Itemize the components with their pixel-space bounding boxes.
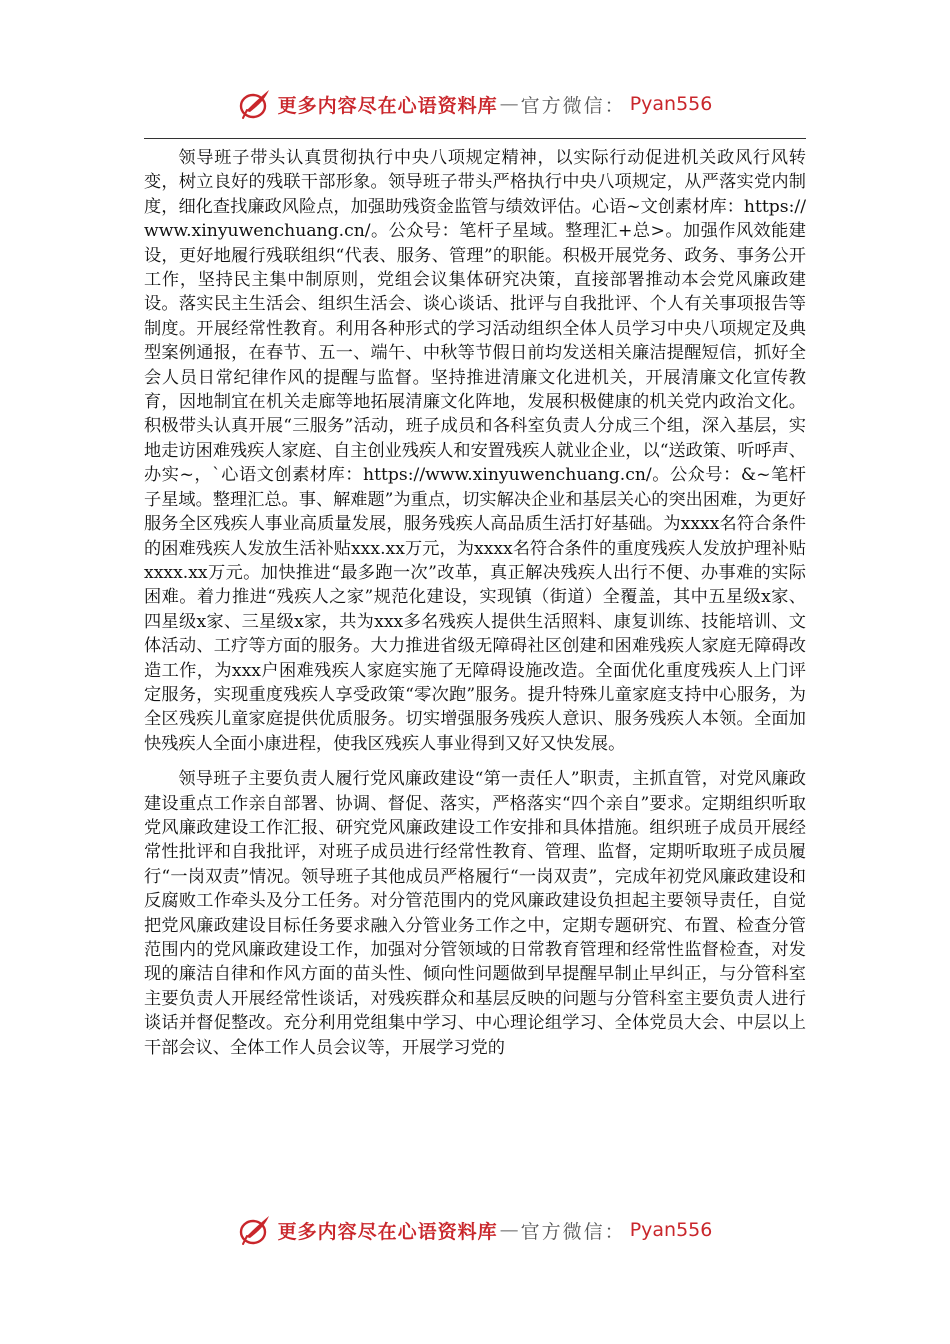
quill-logo-icon [238,1213,272,1247]
banner-official-label: 官方微信： [520,1220,626,1243]
header-divider [144,138,806,139]
body-paragraph-2: 领导班子主要负责人履行党风廉政建设“第一责任人”职责，主抓直管，对党风廉政建设重点工作亲自部署、协调、督促、落实，严格落实“四个亲自”要求。定期组织听取党风廉政建设工作汇报、研究党风廉政建设工作安排和具体措施。组织班子成员开展经常性批评和自我批评，对班子成员进行经常性教育、管理、监督，定期听取班子成员履行“一岗双责”情况。领导班子其他成员严格履行“一岗双责”，完成年初党风廉政建设和反腐败工作牵头及分工任务。对分管范围内的党风廉政建设负担起主要领导责任，自觉把党风廉政建设目标任务要求融入分管业务工作之中，定期专题研究、布置、检查分管范围内的党风廉政建设工作，加强对分管领域的日常教育管理和经常性监督检查，对发现的廉洁自律和作风方面的苗头性、倾向性问题做到早提醒早制止早纠正，与分管科室主要负责人开展经常性谈话，对残疾群众和基层反映的问题与分管科室主要负责人进行谈话并督促整改。充分利用党组集中学习、中心理论组学习、全体党员大会、中层以上干部会议、全体工作人员会议等，开展学习党的 [144,769,806,1058]
banner-wechat-id: Pyan556 [629,93,713,115]
banner-dash: — [499,93,519,115]
banner-wechat-id: Pyan556 [629,1219,713,1241]
header-banner [0,82,950,126]
banner-dash: — [499,1219,519,1241]
banner-slogan: 更多内容尽在心语资料库 [277,94,498,117]
quill-logo-icon [238,87,272,121]
body-paragraph-1: 领导班子带头认真贯彻执行中央八项规定精神，以实际行动促进机关政风行风转变，树立良好的残联干部形象。领导班子带头严格执行中央八项规定，从严落实党内制度，细化查找廉政风险点，加强助残资金监管与绩效评估。心语~文创素材库：https://www.xinyuwenchuang.cn/。公众号：笔杆子星域。整理汇+总>。加强作风效能建设，更好地履行残联组织“代表、服务、管理”的职能。积极开展党务、政务、事务公开工作，坚持民主集中制原则，党组会议集体研究决策，直接部署推动本会党风廉政建设。落实民主生活会、组织生活会、谈心谈话、批评与自我批评、个人有关事项报告等制度。开展经常性教育。利用各种形式的学习活动组织全体人员学习中央八项规定及典型案例通报，在春节、五一、端午、中秋等节假日前均发送相关廉洁提醒短信，抓好全会人员日常纪律作风的提醒与监督。坚持推进清廉文化进机关，开展清廉文化宣传教育，因地制宜在机关走廊等地拓展清廉文化阵地，发展积极健康的机关党内政治文化。积极带头认真开展“三服务”活动，班子成员和各科室负责人分成三个组，深入基层，实地走访困难残疾人家庭、自主创业残疾人和安置残疾人就业企业，以“送政策、听呼声、办实~，`心语文创素材库：https://www.xinyuwenchuang.cn/。公众号：&~笔杆子星域。整理汇总。事、解难题”为重点，切实解决企业和基层关心的突出困难，为更好服务全区残疾人事业高质量发展，服务残疾人高品质生活打好基础。为xxxx名符合条件的困难残疾人发放生活补贴xxx.xx万元，为xxxx名符合条件的重度残疾人发放护理补贴xxxx.xx万元。加快推进“最多跑一次”改革，真正解决残疾人出行不便、办事难的实际困难。着力推进“残疾人之家”规范化建设，实现镇（街道）全覆盖，其中五星级x家、四星级x家、三星级x家，共为xxx多名残疾人提供生活照料、康复训练、技能培训、文体活动、工疗等方面的服务。大力推进省级无障碍社区创建和困难残疾人家庭无障碍改造工作，为xxx户困难残疾人家庭实施了无障碍设施改造。全面优化重度残疾人上门评定服务，实现重度残疾人享受政策“零次跑”服务。提升特殊儿童家庭支持中心服务，为全区残疾儿童家庭提供优质服务。切实增强服务残疾人意识、服务残疾人本领。全面加快残疾人全面小康进程，使我区残疾人事业得到又好又快发展。 [144,148,806,754]
banner-official-label: 官方微信： [520,94,626,117]
banner-slogan: 更多内容尽在心语资料库 [277,1220,498,1243]
document-body [144,146,806,1060]
footer-banner [0,1208,950,1252]
